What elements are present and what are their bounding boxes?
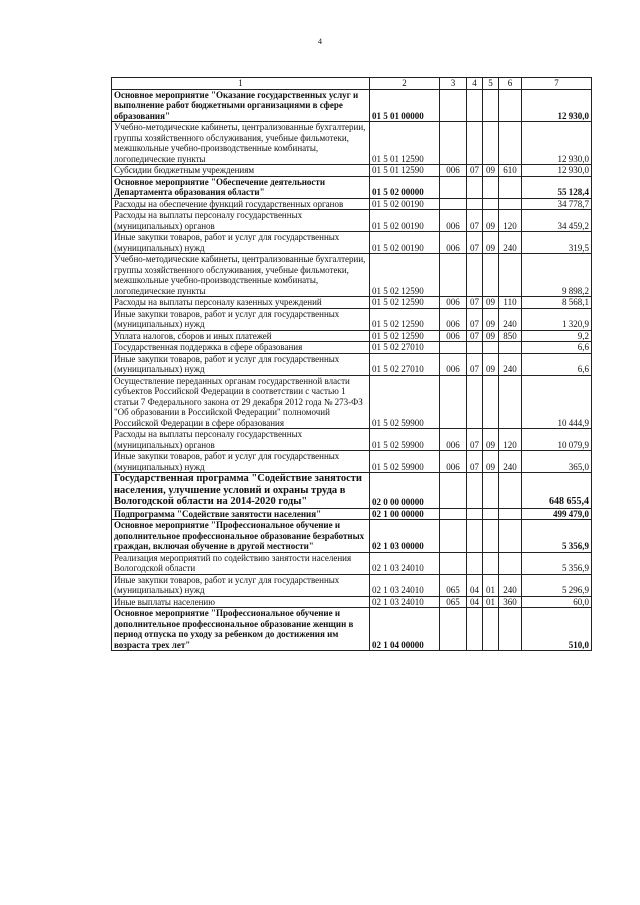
row-subsection: 09 xyxy=(483,451,499,473)
row-amount: 1 320,9 xyxy=(522,308,592,330)
row-section: 07 xyxy=(467,451,483,473)
row-amount: 5 356,9 xyxy=(522,552,592,574)
row-expense-type xyxy=(499,552,522,574)
row-code: 01 5 02 00190 xyxy=(370,210,440,232)
row-admin-code: 065 xyxy=(440,574,467,596)
row-admin-code xyxy=(440,608,467,651)
row-section xyxy=(467,342,483,354)
row-name: Государственная поддержка в сфере образования xyxy=(112,342,370,354)
row-amount: 60,0 xyxy=(522,596,592,608)
row-section: 07 xyxy=(467,232,483,254)
table-row xyxy=(112,552,592,574)
row-code: 02 1 04 00000 xyxy=(370,608,440,651)
table-row xyxy=(112,165,592,177)
row-name: Субсидии бюджетным учреждениям xyxy=(112,165,370,177)
page-number: 4 xyxy=(318,37,322,46)
row-expense-type xyxy=(499,508,522,520)
row-name: Государственная программа "Содействие занятости населения, улучшение условий и охраны труда в Вологодской области на 2014-2020 годы" xyxy=(112,473,370,509)
table-row xyxy=(112,574,592,596)
row-name: Реализация мероприятий по содействию занятости населения Вологодской области xyxy=(112,552,370,574)
column-number: 3 xyxy=(440,78,467,90)
row-section: 04 xyxy=(467,574,483,596)
row-expense-type: 610 xyxy=(499,165,522,177)
row-subsection: 09 xyxy=(483,165,499,177)
row-section xyxy=(467,122,483,165)
table-row xyxy=(112,429,592,451)
row-expense-type: 240 xyxy=(499,308,522,330)
row-name: Основное мероприятие "Обеспечение деятельности Департамента образования области" xyxy=(112,176,370,198)
row-admin-code: 006 xyxy=(440,353,467,375)
row-subsection: 09 xyxy=(483,297,499,309)
row-code: 02 1 03 24010 xyxy=(370,596,440,608)
row-name: Иные закупки товаров, работ и услуг для государственных (муниципальных) нужд xyxy=(112,451,370,473)
row-subsection xyxy=(483,608,499,651)
row-expense-type xyxy=(499,520,522,553)
row-section xyxy=(467,520,483,553)
row-admin-code: 006 xyxy=(440,330,467,342)
row-name: Иные закупки товаров, работ и услуг для государственных (муниципальных) нужд xyxy=(112,574,370,596)
table-row xyxy=(112,122,592,165)
row-code: 01 5 02 12590 xyxy=(370,330,440,342)
row-name: Иные выплаты населению xyxy=(112,596,370,608)
table-row xyxy=(112,596,592,608)
row-expense-type: 120 xyxy=(499,429,522,451)
row-expense-type xyxy=(499,89,522,122)
row-amount: 319,5 xyxy=(522,232,592,254)
row-subsection xyxy=(483,254,499,297)
row-admin-code: 006 xyxy=(440,165,467,177)
row-section: 07 xyxy=(467,297,483,309)
row-section xyxy=(467,508,483,520)
row-code: 01 5 01 00000 xyxy=(370,89,440,122)
row-section xyxy=(467,375,483,429)
row-code: 02 1 00 00000 xyxy=(370,508,440,520)
row-section: 07 xyxy=(467,353,483,375)
row-name: Основное мероприятие "Оказание государственных услуг и выполнение работ бюджетными организациями в сфере образования" xyxy=(112,89,370,122)
table-row xyxy=(112,89,592,122)
row-section xyxy=(467,473,483,509)
row-amount: 6,6 xyxy=(522,342,592,354)
row-code: 01 5 02 12590 xyxy=(370,297,440,309)
row-code: 01 5 02 12590 xyxy=(370,254,440,297)
row-amount: 34 459,2 xyxy=(522,210,592,232)
row-amount: 6,6 xyxy=(522,353,592,375)
column-number: 6 xyxy=(499,78,522,90)
table-row xyxy=(112,210,592,232)
table-row xyxy=(112,608,592,651)
row-code: 02 1 03 00000 xyxy=(370,520,440,553)
row-subsection xyxy=(483,122,499,165)
row-subsection: 09 xyxy=(483,232,499,254)
row-subsection xyxy=(483,473,499,509)
row-code: 01 5 02 00190 xyxy=(370,232,440,254)
table-row xyxy=(112,451,592,473)
row-admin-code xyxy=(440,176,467,198)
row-amount: 9,2 xyxy=(522,330,592,342)
row-subsection: 09 xyxy=(483,210,499,232)
row-expense-type xyxy=(499,375,522,429)
row-amount: 9 898,2 xyxy=(522,254,592,297)
row-name: Основное мероприятие "Профессиональное обучение и дополнительное профессиональное образование женщин в период отпуска по уходу за ребенком до достижения им возраста трех лет" xyxy=(112,608,370,651)
row-expense-type xyxy=(499,122,522,165)
column-number: 7 xyxy=(522,78,592,90)
row-admin-code xyxy=(440,254,467,297)
row-subsection xyxy=(483,176,499,198)
row-admin-code xyxy=(440,520,467,553)
row-amount: 55 128,4 xyxy=(522,176,592,198)
column-number: 4 xyxy=(467,78,483,90)
row-section xyxy=(467,254,483,297)
table-row xyxy=(112,353,592,375)
row-subsection xyxy=(483,520,499,553)
row-code: 02 0 00 00000 xyxy=(370,473,440,509)
row-expense-type: 240 xyxy=(499,353,522,375)
row-expense-type: 240 xyxy=(499,232,522,254)
row-expense-type: 110 xyxy=(499,297,522,309)
row-admin-code xyxy=(440,342,467,354)
row-subsection: 01 xyxy=(483,574,499,596)
row-subsection: 09 xyxy=(483,308,499,330)
row-expense-type: 240 xyxy=(499,451,522,473)
row-amount: 12 930,0 xyxy=(522,89,592,122)
column-number: 1 xyxy=(112,78,370,90)
row-admin-code: 006 xyxy=(440,232,467,254)
row-admin-code xyxy=(440,89,467,122)
row-name: Осуществление переданных органам государственной власти субъектов Российской Федерации в соответствии с частью 1 статьи 7 Федерального закона от 29 декабря 2012 года № 273-ФЗ "Об образовании в Российской Федерации" полномочий Российской Федерации в сфере образования xyxy=(112,375,370,429)
table-row xyxy=(112,254,592,297)
row-name: Уплата налогов, сборов и иных платежей xyxy=(112,330,370,342)
row-subsection xyxy=(483,198,499,210)
table-row xyxy=(112,520,592,553)
row-expense-type: 360 xyxy=(499,596,522,608)
row-section: 07 xyxy=(467,165,483,177)
row-amount: 10 079,9 xyxy=(522,429,592,451)
row-amount: 648 655,4 xyxy=(522,473,592,509)
row-expense-type: 120 xyxy=(499,210,522,232)
row-subsection: 01 xyxy=(483,596,499,608)
table-row xyxy=(112,308,592,330)
row-name: Расходы на выплаты персоналу государственных (муниципальных) органов xyxy=(112,210,370,232)
row-subsection: 09 xyxy=(483,353,499,375)
row-amount: 34 778,7 xyxy=(522,198,592,210)
row-expense-type xyxy=(499,176,522,198)
row-code: 01 5 02 59900 xyxy=(370,375,440,429)
row-admin-code xyxy=(440,122,467,165)
column-number: 5 xyxy=(483,78,499,90)
row-subsection xyxy=(483,375,499,429)
row-section: 04 xyxy=(467,596,483,608)
row-subsection xyxy=(483,342,499,354)
row-amount: 8 568,1 xyxy=(522,297,592,309)
row-subsection: 09 xyxy=(483,429,499,451)
table-row xyxy=(112,375,592,429)
row-code: 02 1 03 24010 xyxy=(370,552,440,574)
row-code: 01 5 02 27010 xyxy=(370,342,440,354)
row-admin-code xyxy=(440,552,467,574)
budget-table-body xyxy=(112,89,592,651)
table-row xyxy=(112,330,592,342)
row-admin-code: 006 xyxy=(440,429,467,451)
row-expense-type: 240 xyxy=(499,574,522,596)
row-subsection xyxy=(483,552,499,574)
budget-table xyxy=(111,77,592,651)
row-code: 01 5 01 12590 xyxy=(370,122,440,165)
row-code: 01 5 02 27010 xyxy=(370,353,440,375)
row-amount: 10 444,9 xyxy=(522,375,592,429)
row-admin-code: 065 xyxy=(440,596,467,608)
row-name: Иные закупки товаров, работ и услуг для государственных (муниципальных) нужд xyxy=(112,232,370,254)
row-expense-type xyxy=(499,608,522,651)
row-section: 07 xyxy=(467,330,483,342)
row-admin-code xyxy=(440,508,467,520)
row-code: 01 5 02 00000 xyxy=(370,176,440,198)
row-code: 01 5 01 12590 xyxy=(370,165,440,177)
row-section: 07 xyxy=(467,429,483,451)
column-number: 2 xyxy=(370,78,440,90)
row-expense-type xyxy=(499,342,522,354)
row-amount: 365,0 xyxy=(522,451,592,473)
row-code: 01 5 02 00190 xyxy=(370,198,440,210)
row-subsection xyxy=(483,89,499,122)
table-row xyxy=(112,176,592,198)
row-name: Основное мероприятие "Профессиональное обучение и дополнительное профессиональное образование безработных граждан, включая обучение в другой местности" xyxy=(112,520,370,553)
row-code: 02 1 03 24010 xyxy=(370,574,440,596)
column-number-row xyxy=(112,78,592,90)
row-expense-type: 850 xyxy=(499,330,522,342)
row-amount: 12 930,0 xyxy=(522,165,592,177)
row-name: Иные закупки товаров, работ и услуг для государственных (муниципальных) нужд xyxy=(112,353,370,375)
row-admin-code: 006 xyxy=(440,308,467,330)
table-row xyxy=(112,473,592,509)
row-name: Расходы на выплаты персоналу государственных (муниципальных) органов xyxy=(112,429,370,451)
row-amount: 499 479,0 xyxy=(522,508,592,520)
row-amount: 5 356,9 xyxy=(522,520,592,553)
table-row xyxy=(112,232,592,254)
row-section: 07 xyxy=(467,210,483,232)
row-subsection xyxy=(483,508,499,520)
row-name: Расходы на выплаты персоналу казенных учреждений xyxy=(112,297,370,309)
row-section xyxy=(467,176,483,198)
row-section xyxy=(467,89,483,122)
row-code: 01 5 02 59900 xyxy=(370,451,440,473)
row-name: Подпрограмма "Содействие занятости населения" xyxy=(112,508,370,520)
table-row xyxy=(112,342,592,354)
row-name: Расходы на обеспечение функций государственных органов xyxy=(112,198,370,210)
row-expense-type xyxy=(499,473,522,509)
table-row xyxy=(112,508,592,520)
row-name: Иные закупки товаров, работ и услуг для государственных (муниципальных) нужд xyxy=(112,308,370,330)
row-expense-type xyxy=(499,198,522,210)
row-name: Учебно-методические кабинеты, централизованные бухгалтерии, группы хозяйственного обслуживания, учебные фильмотеки, межшкольные учебно-производственные комбинаты, логопедические пункты xyxy=(112,254,370,297)
row-subsection: 09 xyxy=(483,330,499,342)
row-code: 01 5 02 59900 xyxy=(370,429,440,451)
row-section xyxy=(467,552,483,574)
table-row xyxy=(112,198,592,210)
row-admin-code xyxy=(440,375,467,429)
row-amount: 510,0 xyxy=(522,608,592,651)
row-section xyxy=(467,198,483,210)
table-row xyxy=(112,297,592,309)
row-section xyxy=(467,608,483,651)
row-admin-code: 006 xyxy=(440,451,467,473)
row-code: 01 5 02 12590 xyxy=(370,308,440,330)
row-admin-code xyxy=(440,473,467,509)
row-amount: 5 296,9 xyxy=(522,574,592,596)
row-expense-type xyxy=(499,254,522,297)
row-section: 07 xyxy=(467,308,483,330)
row-admin-code xyxy=(440,198,467,210)
row-admin-code: 006 xyxy=(440,297,467,309)
row-name: Учебно-методические кабинеты, централизованные бухгалтерии, группы хозяйственного обслуживания, учебные фильмотеки, межшкольные учебно-производственные комбинаты, логопедические пункты xyxy=(112,122,370,165)
row-amount: 12 930,0 xyxy=(522,122,592,165)
row-admin-code: 006 xyxy=(440,210,467,232)
